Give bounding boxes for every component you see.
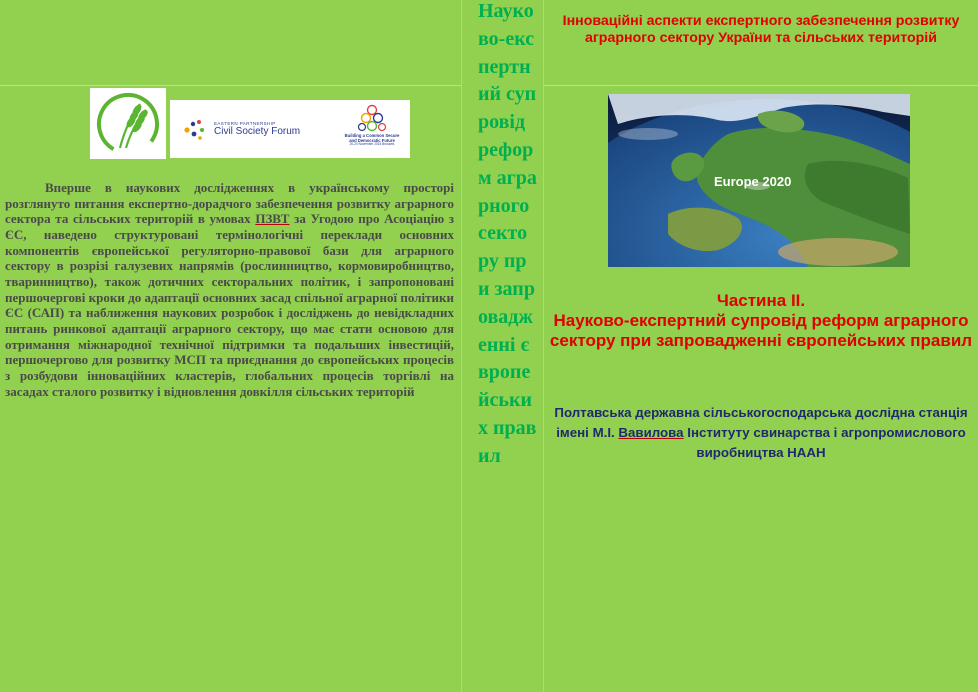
part-title: Науково-експертний супровід реформ аграрного сектору при запровадженні європейських правил [549,311,973,350]
cover-title: Інноваційні аспекти експертного забезпечення розвитку аграрного сектору України та сільських територій [562,13,960,46]
org-underlined-name: Вавилова [618,425,684,440]
abstract-abbreviation: ПЗВТ [255,211,290,227]
abstract-text [5,180,454,399]
europe-map-image [608,94,910,267]
org-line-2: Інституту свинарства і агропромислового виробництва НААН [683,425,966,460]
organization-name [544,403,978,463]
event-logo [342,104,402,147]
csf-subtitle: EASTERN PARTNERSHIP [214,121,276,126]
civil-society-forum-logo [170,100,410,158]
event-title: Building a Common Secure and Democratic Future [344,133,400,143]
abstract-part-2: за Угодою про Асоціацію з ЄС, наведено структуровані термінологічні переклади основних компонентів європейської регуляторно-правової бази для аграрного сектору в розрізі галузевих напрямів (рослинництво, кормовиробництво, тваринництво), також дотичних секторальних політик, і запропоновані першочергові кроки до адаптації основних засад спільної аграрної політики ЄС (САП) та наближення наукових розробок і досліджень до невідкладних питань ринкової адаптації аграрного сектору, що має стати основою для отримання міжнародної технічної підтримки та подальших інвестицій, першочергово для розвитку МСП та приєднання до європейських процесів з розбудови інноваційних кластерів, глобальних процесів торгівлі на засадах сталого розвитку і відновлення довкілля сільських територій [5,211,454,399]
part-heading [548,291,974,351]
spine [461,0,544,692]
org-line-1: Полтавська державна сільськогосподарська дослідна станція імені М.І. [554,405,968,440]
europe-2020-caption: Europe 2020 [714,174,792,189]
event-emblem-icon [358,104,386,134]
divider [0,85,461,86]
abstract-part-1: Вперше в наукових дослідженнях в українському просторі розглянуто питання експертно-дорадчого забезпечення розвитку аграрного сектора та сільських територій в умовах [5,180,454,227]
event-date: 20-20 November 2015 Brussels [349,142,395,147]
spine-title: Науково-експертний супровід реформ аграрного сектору при запровадженні європейських правил [478,0,537,467]
csf-wordmark [214,122,300,137]
front-cover [544,0,978,692]
csf-stars-icon [182,118,210,142]
part-label: Частина ІІ. [716,291,806,310]
back-cover [0,0,461,692]
csf-name: Civil Society Forum [214,125,301,137]
divider [544,85,978,86]
wheat-logo [90,88,166,159]
